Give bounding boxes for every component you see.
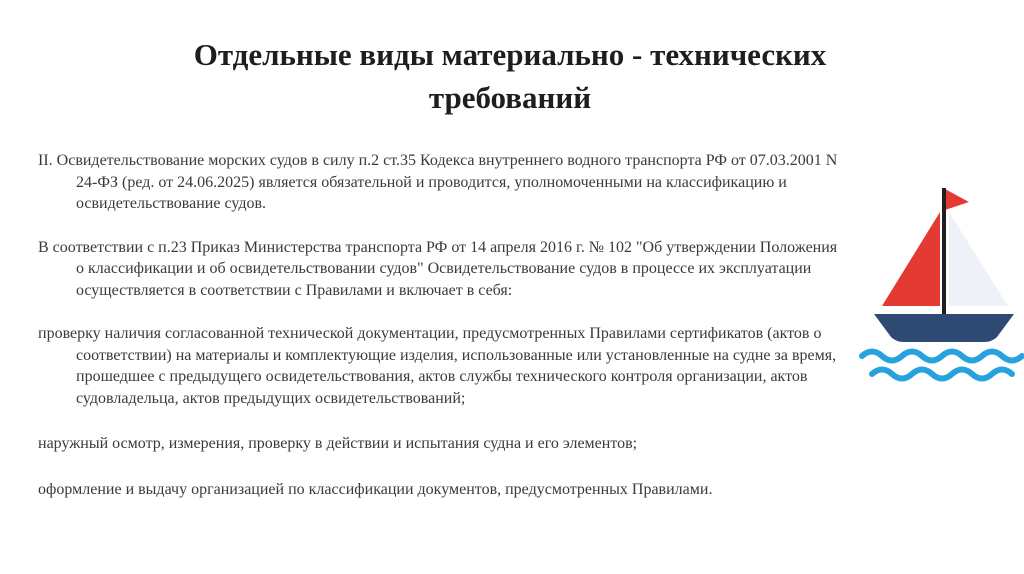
sailboat-sail-right [949, 212, 1008, 306]
slide-title [60, 33, 960, 119]
paragraph-order-reference: В соответствии с п.23 Приказ Министерства транспорта РФ от 14 апреля 2016 г. № 102 "Об утверждении Положения о классификации и об освидетельствовании судов" Освидетельствование судов в процессе их эксплуатации осуществляется в соответствии с Правилами и включает в себя: [38, 238, 838, 299]
sailboat-hull [874, 314, 1014, 342]
paragraph-survey-obligation: II. Освидетельствование морских судов в силу п.2 ст.35 Кодекса внутреннего водного транспорта РФ от 07.03.2001 N 24-ФЗ (ред. от 24.06.2025) является обязательной и проводится, уполномоченными на классификацию и освидетельствование судов. [38, 152, 838, 212]
list-item-external-inspection: наружный осмотр, измерения, проверку в действии и испытания судна и его элементов; [38, 435, 638, 452]
sailboat-flag [945, 189, 969, 210]
wave-1 [862, 352, 1022, 361]
sailboat-mast [942, 188, 946, 314]
slide-title-line-2: требований [428, 80, 592, 115]
list-item-document-issuance: оформление и выдачу организацией по классификации документов, предусмотренных Правилами. [38, 480, 713, 498]
sailboat-sail-left [882, 212, 940, 306]
wave-2 [872, 370, 1012, 379]
list-item-documentation-check: проверку наличия согласованной технической документации, предусмотренных Правилами сертификатов (актов о соответствии) на материалы и комплектующие изделия, использованные или установленные на судне за время, прошедшее с предыдущего освидетельствования, актов службы технического контроля организации, актов судовладельца, актов предыдущих освидетельствований; [38, 325, 837, 407]
sailboat-icon [858, 184, 1024, 386]
slide-title-line-1: Отдельные виды материально - технических [193, 37, 827, 72]
slide-body [38, 150, 844, 500]
